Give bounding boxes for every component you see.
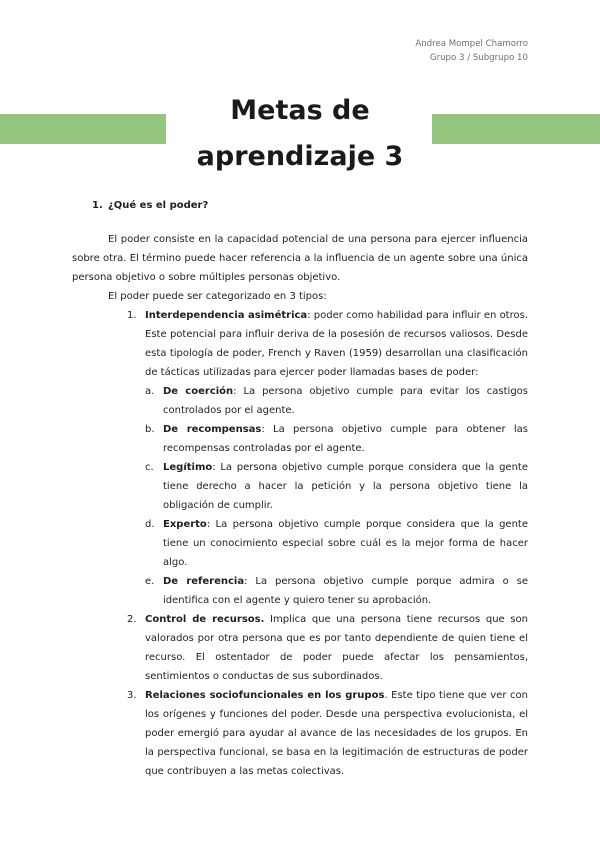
list-item-text bbox=[145, 306, 528, 382]
group-label: Grupo 3 / Subgrupo 10 bbox=[429, 53, 528, 63]
list-marker: 1. bbox=[127, 310, 137, 321]
term: De recompensas bbox=[163, 424, 262, 435]
list-item bbox=[72, 686, 528, 781]
description: : La persona objetivo cumple porque considera que la gente tiene un conocimiento especial sobre cuál es la mejor forma de hacer algo. bbox=[163, 519, 528, 568]
list-item bbox=[145, 515, 528, 572]
power-bases-list bbox=[145, 382, 528, 610]
list-item-text bbox=[163, 420, 528, 458]
list-marker: 2. bbox=[127, 614, 137, 625]
term: De referencia bbox=[163, 576, 245, 587]
list-item-text bbox=[145, 686, 528, 781]
term: Legítimo bbox=[163, 462, 213, 473]
description: Implica que una persona tiene recursos que son valorados por otra persona que es por tanto dependiente de quien tiene el recurso. El ostentador de poder puede afectar los pensamientos, sentimientos o conductas de sus subordinados. bbox=[145, 614, 528, 682]
term: De coerción bbox=[163, 386, 234, 397]
list-marker: d. bbox=[145, 519, 155, 530]
term: Control de recursos. bbox=[145, 614, 265, 625]
list-item-text bbox=[163, 572, 528, 610]
section-title: ¿Qué es el poder? bbox=[108, 200, 209, 211]
types-intro: El poder puede ser categorizado en 3 tipos: bbox=[108, 291, 327, 302]
decorative-bar-right bbox=[432, 114, 600, 144]
description: : La persona objetivo cumple para obtener las recompensas controladas por el agente. bbox=[163, 424, 528, 454]
title-line-2: aprendizaje 3 bbox=[196, 141, 404, 172]
definition-paragraph: El poder consiste en la capacidad potencial de una persona para ejercer influencia sobre otra. El término puede hacer referencia a la influencia de un agente sobre una única persona objetivo o sobre múltiples personas objetivo. bbox=[72, 234, 528, 283]
list-item bbox=[145, 382, 528, 420]
list-item-text bbox=[163, 515, 528, 572]
section-number: 1. bbox=[92, 200, 103, 211]
page-header bbox=[415, 37, 528, 65]
list-marker: b. bbox=[145, 424, 155, 435]
list-item bbox=[72, 610, 528, 686]
document-body bbox=[72, 196, 528, 781]
list-marker: e. bbox=[145, 576, 155, 587]
term: Interdependencia asimétrica bbox=[145, 310, 308, 321]
list-marker: c. bbox=[145, 462, 154, 473]
description: . Este tipo tiene que ver con los orígenes y funciones del poder. Desde una perspectiva evolucionista, el poder emergió para ayudar al avance de las necesidades de los grupos. En la perspectiva funcional, se basa en la legitimación de estructuras de poder que contribuyen a las metas colectivas. bbox=[145, 690, 528, 777]
list-item-text bbox=[145, 610, 528, 686]
term: Relaciones sociofuncionales en los grupos bbox=[145, 690, 385, 701]
list-item-text bbox=[163, 382, 528, 420]
decorative-bar-left bbox=[0, 114, 166, 144]
list-item bbox=[145, 572, 528, 610]
list-marker: 3. bbox=[127, 690, 137, 701]
title-line-1: Metas de bbox=[230, 95, 370, 126]
description: : poder como habilidad para influir en otros. Este potencial para influir deriva de la posesión de recursos valiosos. Desde esta tipología de poder, French y Raven (1959) desarrollan una clasificación de tácticas utilizadas para ejercer poder llamadas bases de poder: bbox=[145, 310, 528, 378]
list-item bbox=[72, 306, 528, 610]
page-title bbox=[170, 88, 430, 180]
list-item-text bbox=[163, 458, 528, 515]
description: : La persona objetivo cumple para evitar los castigos controlados por el agente. bbox=[163, 386, 529, 416]
author-name: Andrea Mompel Chamorro bbox=[415, 39, 528, 49]
term: Experto bbox=[163, 519, 207, 530]
description: : La persona objetivo cumple porque considera que la gente tiene derecho a hacer la petición y la persona objetivo tiene la obligación de cumplir. bbox=[163, 462, 528, 511]
list-item bbox=[145, 420, 528, 458]
section-heading bbox=[92, 196, 528, 215]
list-item bbox=[145, 458, 528, 515]
list-marker: a. bbox=[145, 386, 155, 397]
power-types-list bbox=[72, 306, 528, 781]
description: : La persona objetivo cumple porque admira o se identifica con el agente y quiero tener su aprobación. bbox=[163, 576, 528, 606]
